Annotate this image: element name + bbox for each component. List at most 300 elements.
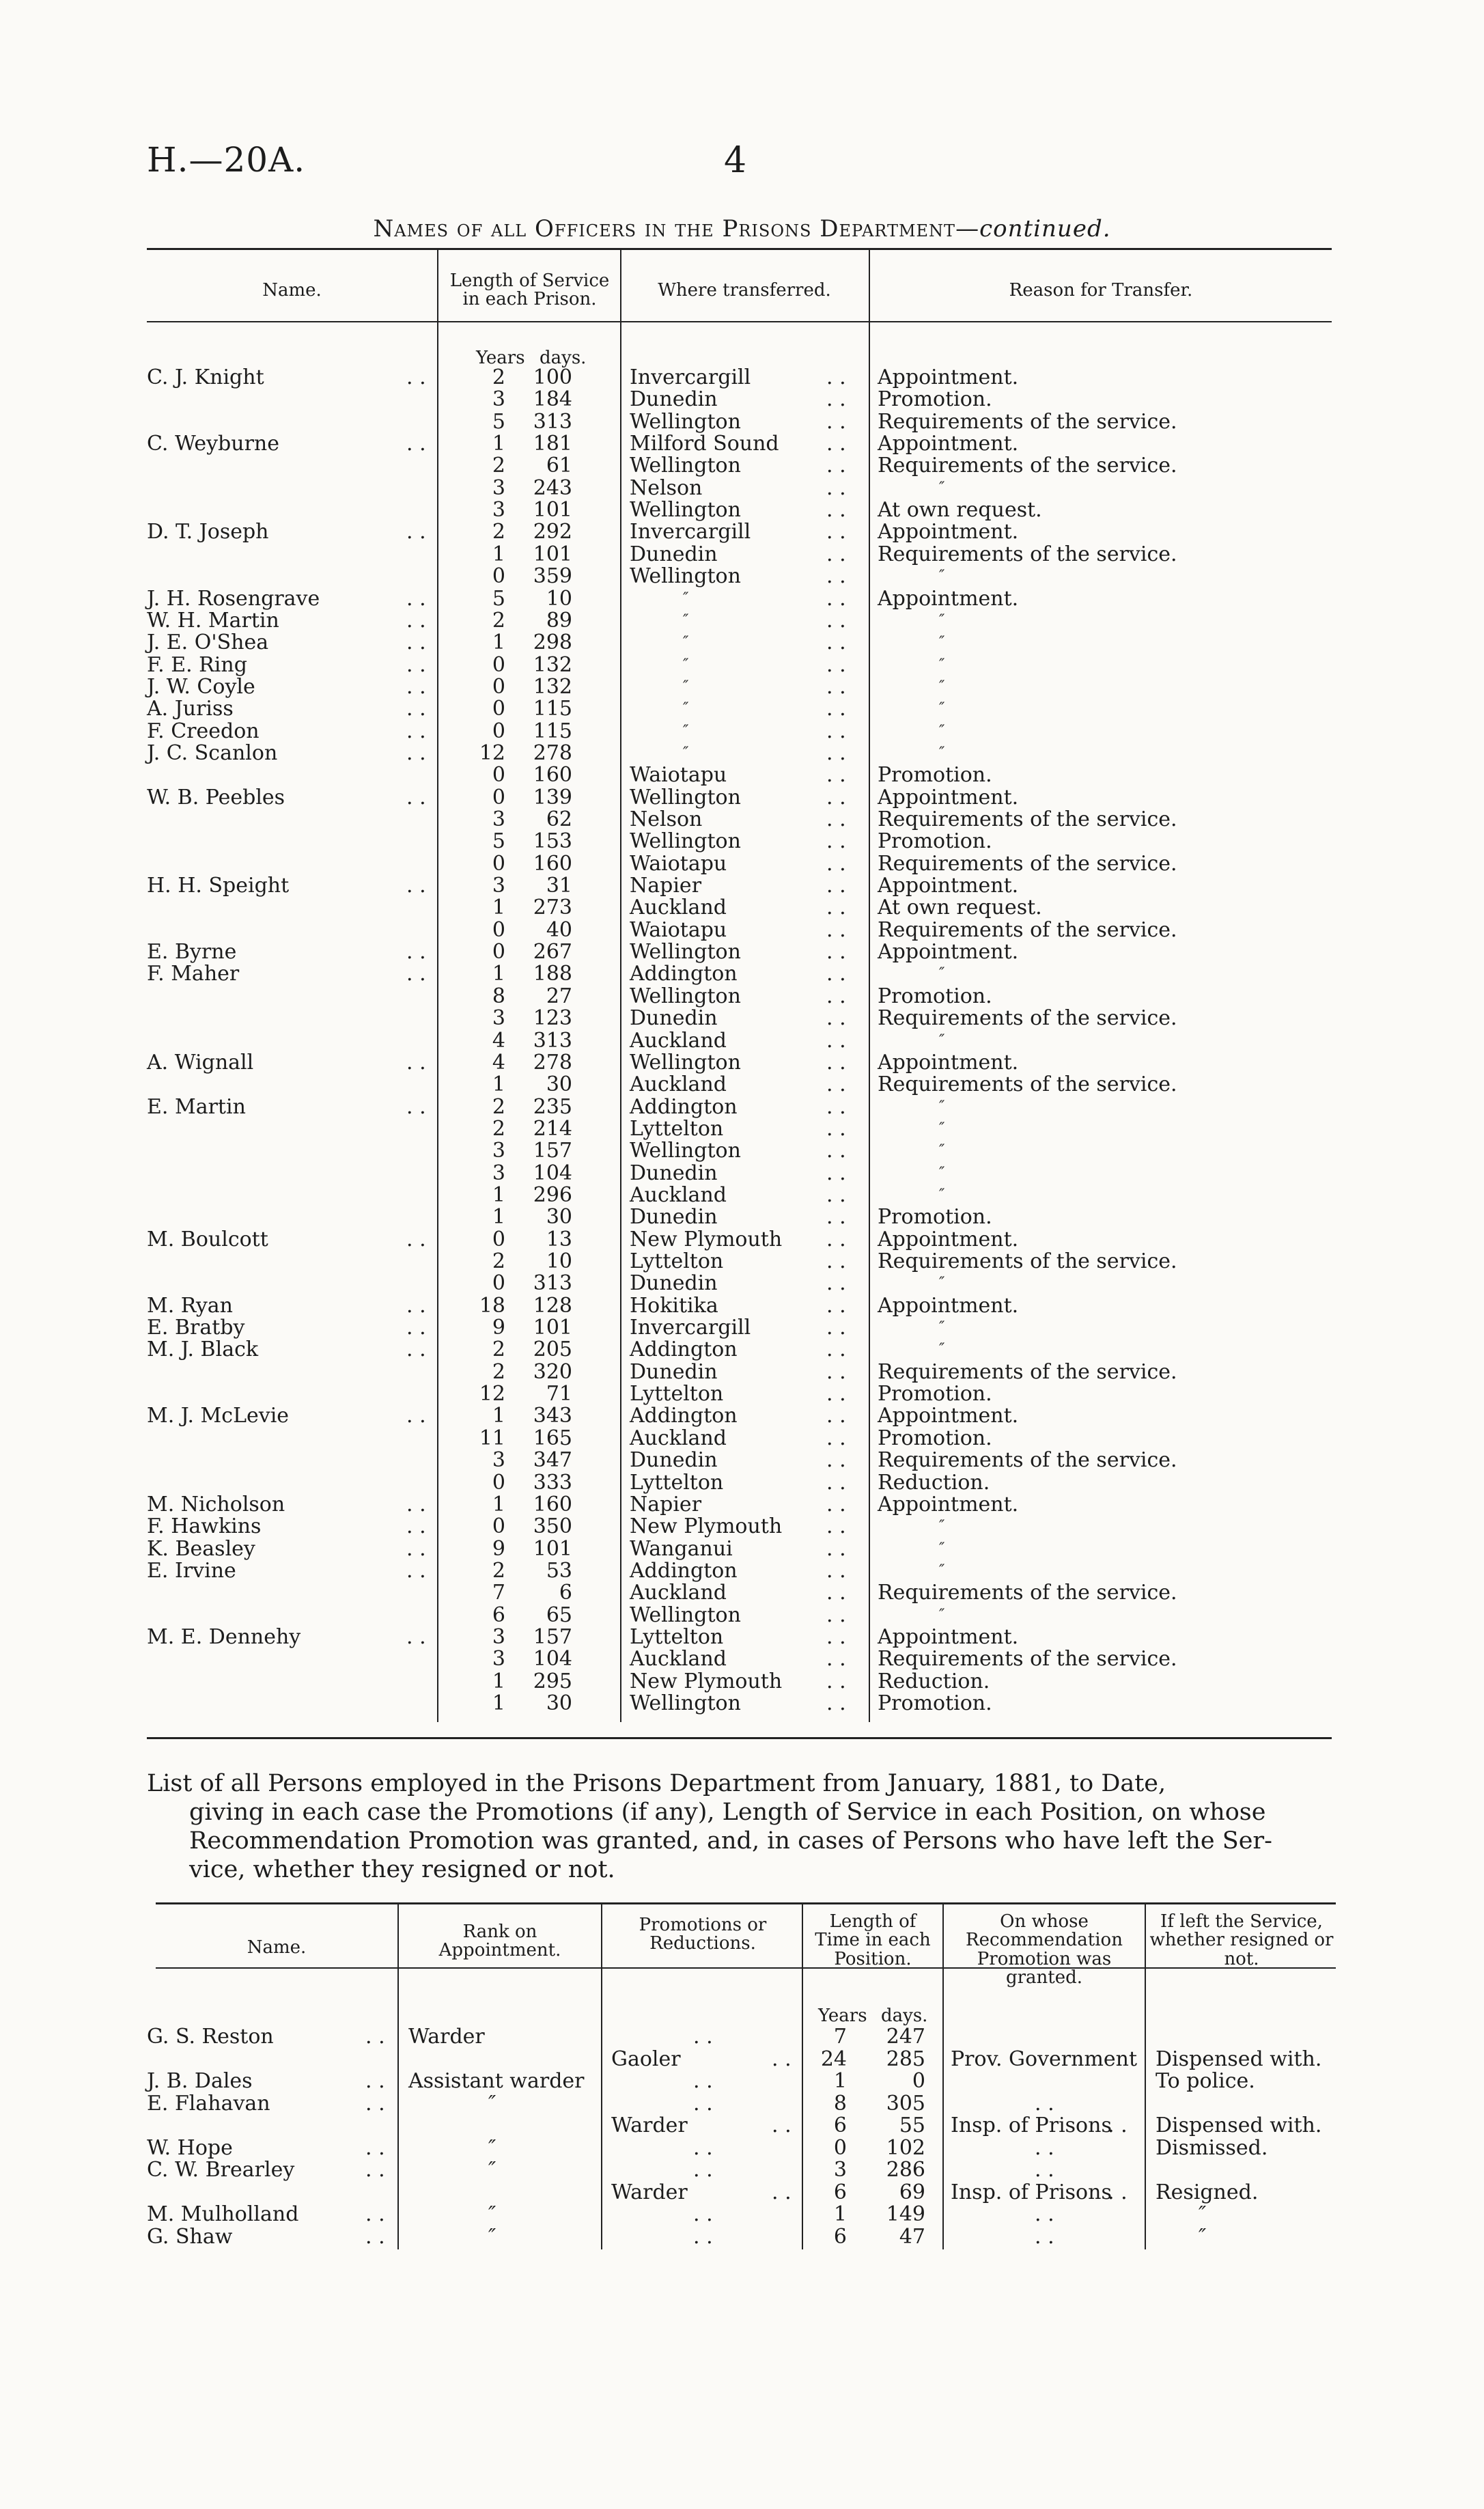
leader-dots: . . — [826, 807, 846, 831]
leader-dots: . . — [365, 2025, 385, 2049]
table1-years: 3 — [492, 1006, 505, 1030]
table1-place: Napier — [630, 1493, 702, 1516]
leader-dots: . . — [826, 564, 846, 588]
table1-reason: ″ — [939, 723, 945, 740]
leader-dots: . . — [693, 2025, 713, 2049]
leader-dots: . . — [365, 2158, 385, 2182]
table2-divider — [942, 1904, 944, 2249]
leader-dots: . . — [1035, 2136, 1054, 2160]
table1-days: 27 — [546, 984, 572, 1008]
table1-reason: Promotion. — [878, 1426, 992, 1450]
leader-dots: . . — [826, 630, 846, 654]
table1-place: ″ — [683, 745, 689, 762]
table1-days: 139 — [533, 786, 572, 809]
leader-dots: . . — [826, 1337, 846, 1361]
leader-dots: . . — [1035, 2158, 1054, 2182]
table1-reason: Requirements of the service. — [878, 542, 1177, 566]
leader-dots: . . — [826, 763, 846, 787]
table1-place: Auckland — [630, 1072, 727, 1096]
table1-header-where: Where transferred. — [658, 280, 831, 301]
table2-years: 6 — [833, 2180, 847, 2204]
table1-officer-name: J. W. Coyle — [147, 675, 255, 699]
table1-reason: ″ — [939, 1165, 945, 1182]
table1-days: 115 — [533, 719, 572, 743]
table1-years: 1 — [492, 1072, 505, 1096]
leader-dots: . . — [826, 962, 846, 986]
table1-place: Dunedin — [630, 542, 718, 566]
table1-place: Napier — [630, 874, 702, 898]
table1-place: Auckland — [630, 1183, 727, 1207]
table1-days: 359 — [533, 564, 572, 588]
table1-years: 2 — [492, 365, 505, 389]
table1-days: 313 — [533, 410, 572, 434]
table2-years: 3 — [833, 2158, 847, 2182]
table2-divider — [601, 1904, 602, 2249]
leader-dots: . . — [826, 1072, 846, 1096]
table1-years: 2 — [492, 1337, 505, 1361]
table1-days: 132 — [533, 653, 572, 677]
table2-rank: ″ — [488, 2136, 496, 2160]
table2-days: 286 — [886, 2158, 925, 2182]
table2-intro-line: List of all Persons employed in the Prisons Department from January, 1881, to Date, — [147, 1770, 1166, 1797]
table1-reason: Appointment. — [878, 1294, 1019, 1318]
leader-dots: . . — [826, 520, 846, 544]
table1-years: 4 — [492, 1029, 505, 1053]
leader-dots: . . — [406, 874, 426, 898]
table1-days: 101 — [533, 498, 572, 522]
table1-reason: ″ — [939, 480, 945, 497]
leader-dots: . . — [406, 365, 426, 389]
table2-units-years: Years — [818, 2006, 867, 2026]
table1-header-reason: Reason for Transfer. — [1009, 280, 1193, 301]
table1-reason: ″ — [939, 1032, 945, 1049]
table1-officer-name: C. Weyburne — [147, 432, 279, 456]
table1-place: Wellington — [630, 564, 741, 588]
leader-dots: . . — [826, 1161, 846, 1185]
leader-dots: . . — [406, 609, 426, 633]
table1-place: Nelson — [630, 476, 703, 500]
leader-dots: . . — [826, 896, 846, 919]
table1-officer-name: M. J. Black — [147, 1337, 259, 1361]
table1-years: 11 — [479, 1426, 505, 1450]
table1-reason: Appointment. — [878, 940, 1019, 964]
leader-dots: . . — [826, 984, 846, 1008]
table2-days: 102 — [886, 2136, 925, 2160]
table1-days: 157 — [533, 1139, 572, 1163]
table2-person-name: E. Flahavan — [147, 2092, 270, 2116]
table2-person-name: W. Hope — [147, 2136, 233, 2160]
table1-years: 0 — [492, 1514, 505, 1538]
leader-dots: . . — [826, 1471, 846, 1495]
leader-dots: . . — [826, 1360, 846, 1384]
table2-intro-line: giving in each case the Promotions (if any), Length of Service in each Position, on whose — [189, 1799, 1266, 1826]
table1-years: 0 — [492, 786, 505, 809]
table1-place: Wellington — [630, 829, 741, 853]
leader-dots: . . — [826, 387, 846, 411]
table1-days: 278 — [533, 741, 572, 765]
table2-recommendation: Insp. of Prisons — [951, 2180, 1112, 2204]
table1-officer-name: A. Juriss — [147, 697, 234, 721]
table1-reason: Promotion. — [878, 1691, 992, 1715]
leader-dots: . . — [826, 1205, 846, 1229]
leader-dots: . . — [826, 1029, 846, 1053]
table1-days: 6 — [559, 1581, 572, 1605]
table1-place: Waiotapu — [630, 763, 727, 787]
table1-days: 347 — [533, 1448, 572, 1472]
leader-dots: . . — [826, 1669, 846, 1693]
leader-dots: . . — [406, 1095, 426, 1119]
table1-years: 3 — [492, 387, 505, 411]
table1-years: 3 — [492, 1139, 505, 1163]
table1-place: Nelson — [630, 807, 703, 831]
table1-place: ″ — [683, 700, 689, 717]
table1-place: New Plymouth — [630, 1228, 783, 1251]
table1-reason: Appointment. — [878, 520, 1019, 544]
table2-left-service: To police. — [1156, 2069, 1255, 2093]
table1-place: ″ — [683, 656, 689, 674]
leader-dots: . . — [406, 1514, 426, 1538]
leader-dots: . . — [826, 1691, 846, 1715]
table1-place: Addington — [630, 1559, 738, 1583]
table1-years: 3 — [492, 1448, 505, 1472]
table2-header-name: Name. — [247, 1937, 307, 1958]
table1-place: Dunedin — [630, 387, 718, 411]
page-number: 4 — [724, 140, 747, 181]
table1-officer-name: M. Ryan — [147, 1294, 234, 1318]
table1-reason: Promotion. — [878, 387, 992, 411]
table2-days: 247 — [886, 2025, 925, 2049]
table1-years: 1 — [492, 1691, 505, 1715]
table1-reason: ″ — [939, 612, 945, 629]
table1-days: 214 — [533, 1117, 572, 1141]
table1-reason: ″ — [939, 1142, 945, 1159]
table1-years: 2 — [492, 1360, 505, 1384]
leader-dots: . . — [406, 697, 426, 721]
table2-left-service: ″ — [1199, 2225, 1207, 2249]
table1-days: 298 — [533, 630, 572, 654]
table1-place: Invercargill — [630, 1316, 751, 1340]
table1-place: Dunedin — [630, 1205, 718, 1229]
table2-years: 1 — [833, 2069, 847, 2093]
leader-dots: . . — [406, 520, 426, 544]
table1-days: 295 — [533, 1669, 572, 1693]
table1-days: 188 — [533, 962, 572, 986]
leader-dots: . . — [406, 741, 426, 765]
table1-place: Wellington — [630, 1603, 741, 1627]
leader-dots: . . — [406, 675, 426, 699]
table1-years: 1 — [492, 1183, 505, 1207]
leader-dots: . . — [826, 476, 846, 500]
leader-dots: . . — [406, 630, 426, 654]
leader-dots: . . — [406, 1051, 426, 1075]
table2-years: 24 — [820, 2047, 847, 2071]
table1-place: Wellington — [630, 984, 741, 1008]
table2-days: 69 — [899, 2180, 925, 2204]
table1-officer-name: F. E. Ring — [147, 653, 247, 677]
table1-years: 7 — [492, 1581, 505, 1605]
table1-days: 157 — [533, 1625, 572, 1649]
table1-place: Dunedin — [630, 1448, 718, 1472]
table1-days: 65 — [546, 1603, 572, 1627]
table1-place: Dunedin — [630, 1360, 718, 1384]
table1-days: 313 — [533, 1029, 572, 1053]
table1-officer-name: J. H. Rosengrave — [147, 587, 320, 611]
leader-dots: . . — [406, 940, 426, 964]
table1-reason: ″ — [939, 745, 945, 762]
table2-divider — [397, 1904, 399, 2249]
table2-intro-line: vice, whether they resigned or not. — [189, 1856, 615, 1883]
leader-dots: . . — [693, 2136, 713, 2160]
table1-days: 40 — [546, 918, 572, 942]
table1-place: Auckland — [630, 1581, 727, 1605]
table2-divider — [1145, 1904, 1146, 2249]
table1-reason: Promotion. — [878, 763, 992, 787]
table1-place: Wellington — [630, 1051, 741, 1075]
table1-officer-name: J. C. Scanlon — [147, 741, 278, 765]
table1-units-years: Years — [476, 348, 525, 368]
table1-reason: Appointment. — [878, 587, 1019, 611]
table1-reason: Appointment. — [878, 365, 1019, 389]
leader-dots: . . — [826, 1514, 846, 1538]
table1-place: Auckland — [630, 1029, 727, 1053]
table1-years: 4 — [492, 1051, 505, 1075]
table1-reason: Requirements of the service. — [878, 1072, 1177, 1096]
leader-dots: . . — [406, 1337, 426, 1361]
table1-reason: ″ — [939, 1120, 945, 1137]
table2-rank: ″ — [488, 2202, 496, 2226]
table2-person-name: C. W. Brearley — [147, 2158, 295, 2182]
table1-days: 101 — [533, 542, 572, 566]
leader-dots: . . — [826, 1228, 846, 1251]
table1-place: Dunedin — [630, 1161, 718, 1185]
table1-days: 278 — [533, 1051, 572, 1075]
table1-years: 1 — [492, 1404, 505, 1428]
table1-reason: ″ — [939, 1562, 945, 1579]
leader-dots: . . — [1035, 2202, 1054, 2226]
table1-years: 18 — [479, 1294, 505, 1318]
table1-years: 0 — [492, 1471, 505, 1495]
table1-reason: ″ — [939, 1187, 945, 1204]
table1-reason: Appointment. — [878, 432, 1019, 456]
table1-reason: Requirements of the service. — [878, 1360, 1177, 1384]
leader-dots: . . — [826, 1051, 846, 1075]
table1-years: 3 — [492, 1161, 505, 1185]
leader-dots: . . — [826, 1249, 846, 1273]
table1-officer-name: H. H. Speight — [147, 874, 290, 898]
table1-place: Wellington — [630, 940, 741, 964]
table1-reason: At own request. — [878, 896, 1042, 919]
table2-units-days: days. — [881, 2006, 928, 2026]
table1-officer-name: F. Maher — [147, 962, 240, 986]
leader-dots: . . — [772, 2047, 792, 2071]
table2-left-service: ″ — [1199, 2202, 1207, 2226]
table1-reason: ″ — [939, 1275, 945, 1292]
table1-days: 100 — [533, 365, 572, 389]
table2-days: 149 — [886, 2202, 925, 2226]
table1-days: 243 — [533, 476, 572, 500]
table1-reason: ″ — [939, 568, 945, 585]
table1-years: 1 — [492, 962, 505, 986]
table2-days: 47 — [899, 2225, 925, 2249]
table1-officer-name: C. J. Knight — [147, 365, 264, 389]
table1-days: 128 — [533, 1294, 572, 1318]
table1-place: Milford Sound — [630, 432, 779, 456]
leader-dots: . . — [406, 786, 426, 809]
table1-years: 0 — [492, 763, 505, 787]
table1-place: Wellington — [630, 1139, 741, 1163]
table1-officer-name: W. B. Peebles — [147, 786, 285, 809]
leader-dots: . . — [826, 1117, 846, 1141]
leader-dots: . . — [826, 587, 846, 611]
leader-dots: . . — [406, 1493, 426, 1516]
table2-person-name: M. Mulholland — [147, 2202, 299, 2226]
table1-place: Addington — [630, 1337, 738, 1361]
table2-header-recom: On whose Recommendation Promotion was granted. — [966, 1911, 1123, 1988]
table1-place: Dunedin — [630, 1271, 718, 1295]
table2-years: 8 — [833, 2092, 847, 2116]
leader-dots: . . — [826, 1006, 846, 1030]
table1-years: 0 — [492, 719, 505, 743]
table1-reason: Appointment. — [878, 1228, 1019, 1251]
table1-officer-name: M. J. McLevie — [147, 1404, 290, 1428]
table1-reason: ″ — [939, 634, 945, 651]
leader-dots: . . — [772, 2113, 792, 2137]
table1-place: Auckland — [630, 1426, 727, 1450]
table1-days: 267 — [533, 940, 572, 964]
table1-reason: Appointment. — [878, 1493, 1019, 1516]
table1-place: Lyttelton — [630, 1249, 724, 1273]
table1-officer-name: M. E. Dennehy — [147, 1625, 301, 1649]
leader-dots: . . — [826, 1139, 846, 1163]
leader-dots: . . — [826, 410, 846, 434]
table1-years: 2 — [492, 1117, 505, 1141]
table1-officer-name: E. Byrne — [147, 940, 237, 964]
table1-days: 104 — [533, 1647, 572, 1671]
table1-place: Invercargill — [630, 520, 751, 544]
table1-days: 30 — [546, 1691, 572, 1715]
table1-years: 1 — [492, 1205, 505, 1229]
table1-title-continued: continued. — [979, 215, 1111, 242]
leader-dots: . . — [365, 2136, 385, 2160]
table2-years: 6 — [833, 2113, 847, 2137]
table1-days: 153 — [533, 829, 572, 853]
table2-left-service: Resigned. — [1156, 2180, 1259, 2204]
table1-place: Invercargill — [630, 365, 751, 389]
table1-place: Lyttelton — [630, 1625, 724, 1649]
table1-years: 0 — [492, 675, 505, 699]
table1-divider — [620, 250, 621, 1722]
table1-years: 1 — [492, 630, 505, 654]
table1-place: Hokitika — [630, 1294, 718, 1318]
table1-days: 123 — [533, 1006, 572, 1030]
table1-days: 320 — [533, 1360, 572, 1384]
table1-years: 1 — [492, 1669, 505, 1693]
table1-years: 2 — [492, 520, 505, 544]
table1-days: 181 — [533, 432, 572, 456]
table1-reason: Requirements of the service. — [878, 1448, 1177, 1472]
table1-years: 9 — [492, 1316, 505, 1340]
leader-dots: . . — [826, 852, 846, 876]
table1-reason: Promotion. — [878, 829, 992, 853]
table1-place: Wanganui — [630, 1537, 733, 1561]
table2-header-length: Length of Time in each Position. — [815, 1911, 931, 1969]
leader-dots: . . — [826, 675, 846, 699]
table1-days: 160 — [533, 763, 572, 787]
table1-years: 5 — [492, 829, 505, 853]
table1-place: ″ — [683, 590, 689, 607]
leader-dots: . . — [826, 365, 846, 389]
leader-dots: . . — [365, 2069, 385, 2093]
table1-reason: Requirements of the service. — [878, 454, 1177, 477]
leader-dots: . . — [406, 432, 426, 456]
table2-promotion: Warder — [611, 2180, 688, 2204]
table1-reason: ″ — [939, 678, 945, 695]
table2-header-left: If left the Service, whether resigned or not. — [1149, 1911, 1334, 1969]
table1-place: Wellington — [630, 454, 741, 477]
table2-divider — [802, 1904, 803, 2249]
table1-officer-name: M. Nicholson — [147, 1493, 285, 1516]
leader-dots: . . — [826, 1095, 846, 1119]
table2-intro — [147, 1769, 1339, 1884]
table1-reason: ″ — [939, 1518, 945, 1535]
table1-officer-name: F. Creedon — [147, 719, 260, 743]
table1-header-rule — [147, 321, 1332, 322]
table1-place: ″ — [683, 634, 689, 651]
table1-days: 30 — [546, 1072, 572, 1096]
table1-years: 1 — [492, 1493, 505, 1516]
table2-left-service: Dispensed with. — [1156, 2113, 1322, 2137]
table2-top-rule — [156, 1902, 1336, 1904]
table1-days: 101 — [533, 1316, 572, 1340]
table1-reason: Requirements of the service. — [878, 1581, 1177, 1605]
table1-reason: Requirements of the service. — [878, 1249, 1177, 1273]
table1-place: Waiotapu — [630, 852, 727, 876]
table2-years: 7 — [833, 2025, 847, 2049]
leader-dots: . . — [826, 1183, 846, 1207]
table1-years: 2 — [492, 1249, 505, 1273]
table1-officer-name: A. Wignall — [147, 1051, 254, 1075]
table2-person-name: J. B. Dales — [147, 2069, 253, 2093]
table1-days: 71 — [546, 1382, 572, 1406]
table1-years: 0 — [492, 697, 505, 721]
table1-top-rule — [147, 248, 1332, 250]
table1-days: 10 — [546, 1249, 572, 1273]
table2-years: 0 — [833, 2136, 847, 2160]
table2-days: 305 — [886, 2092, 925, 2116]
leader-dots: . . — [826, 1448, 846, 1472]
leader-dots: . . — [1108, 2113, 1128, 2137]
leader-dots: . . — [826, 542, 846, 566]
leader-dots: . . — [826, 874, 846, 898]
table1-days: 61 — [546, 454, 572, 477]
leader-dots: . . — [826, 918, 846, 942]
table1-years: 3 — [492, 874, 505, 898]
table1-reason: ″ — [939, 656, 945, 674]
table1-years: 3 — [492, 476, 505, 500]
leader-dots: . . — [826, 1625, 846, 1649]
table1-place: Addington — [630, 1404, 738, 1428]
table1-reason: ″ — [939, 1341, 945, 1358]
table1-days: 296 — [533, 1183, 572, 1207]
table1-reason: ″ — [939, 1098, 945, 1115]
leader-dots: . . — [693, 2225, 713, 2249]
table1-days: 13 — [546, 1228, 572, 1251]
table1-officer-name: J. E. O'Shea — [147, 630, 269, 654]
table1-years: 0 — [492, 653, 505, 677]
leader-dots: . . — [406, 962, 426, 986]
table1-days: 350 — [533, 1514, 572, 1538]
table1-reason: Promotion. — [878, 1205, 992, 1229]
